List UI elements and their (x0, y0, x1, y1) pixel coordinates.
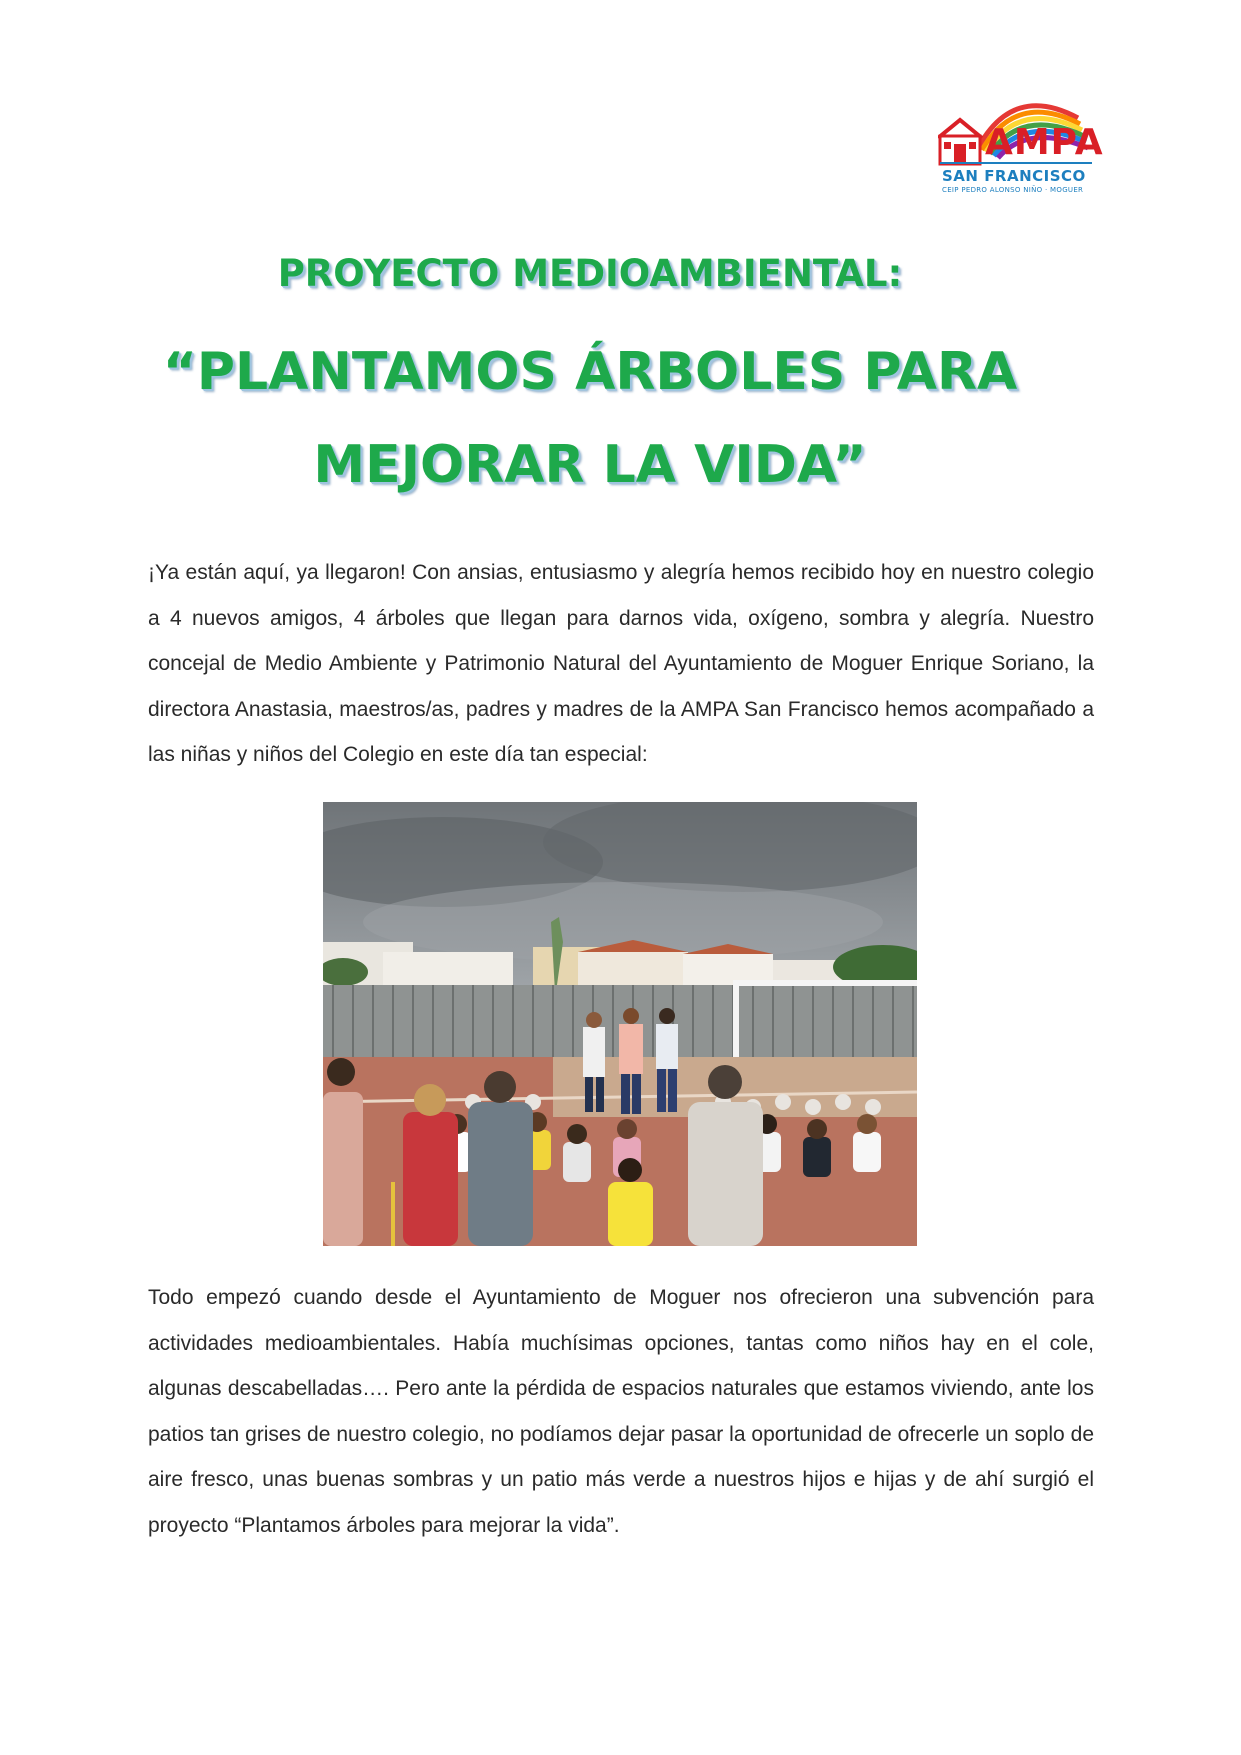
logo-subtitle: SAN FRANCISCO (942, 167, 1086, 185)
logo-ampa-text: AMPA (985, 122, 1104, 163)
logo-school: CEIP PEDRO ALONSO NIÑO · MOGUER (942, 186, 1084, 194)
paragraph-intro: ¡Ya están aquí, ya llegaron! Con ansias, entusiasmo y alegría hemos recibido hoy en nuestro colegio a 4 nuevos amigos, 4 árboles que llegan para darnos vida, oxígeno, sombra y alegría. Nuestro concejal de Medio Ambiente y Patrimonio Natural del Ayuntamiento de Moguer Enrique Soriano, la directora Anastasia, maestros/as, padres y madres de la AMPA San Francisco hemos acompañado a las niñas y niños del Colegio en este día tan especial: (148, 561, 1094, 767)
heading-line-1: PROYECTO MEDIOAMBIENTAL: (277, 252, 903, 295)
paragraph-origin: Todo empezó cuando desde el Ayuntamiento de Moguer nos ofrecieron una subvención para actividades medioambientales. Había muchísimas opciones, tantas como niños hay en el cole, algunas descabelladas…. Pero ante la pérdida de espacios naturales que estamos viviendo, ante los patios tan grises de nuestro colegio, no podíamos dejar pasar la oportunidad de ofrecerle un soplo de aire fresco, unas buenas sombras y un patio más verde a nuestros hijos e hijas y de ahí surgió el proyecto “Plantamos árboles para mejorar la vida”. (148, 1286, 1094, 1537)
heading-line-3: MEJORAR LA VIDA” (313, 435, 867, 495)
school-event-photo (323, 802, 917, 1246)
heading-line-2: “PLANTAMOS ÁRBOLES PARA (162, 342, 1018, 402)
photo-illustration (323, 802, 917, 1246)
